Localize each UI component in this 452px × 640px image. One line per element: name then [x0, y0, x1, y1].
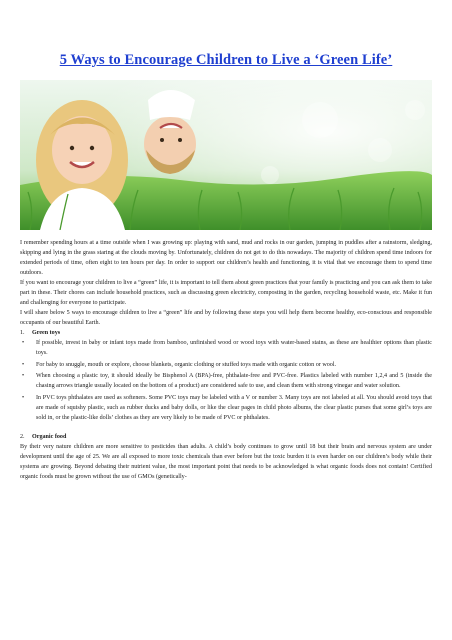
section-title: Organic food: [32, 434, 67, 440]
section-spacer: [20, 424, 432, 432]
list-item: [20, 371, 432, 391]
section-number: 2.: [20, 434, 25, 440]
list-item-text: For baby to snuggle, mouth or explore, choose blankets, organic clothing or stuffed toys made with organic cotton or wool.: [36, 361, 337, 368]
organic-food-paragraph: By their very nature children are more sensitive to pesticides than adults. A child’s body continues to grow until 18 but their brain and nervous system are under development until the age of 25. We are all exposed to more toxic chemicals than ever before but the toxic burden it is even harder on our children’s body while their systems are growing. Beyond debating their nutrient value, the most important point that needs to be acknowledged is what organic foods does not contain! Certified organic foods must be grown without the use of GMOs (genetically-: [20, 444, 432, 480]
section-heading-organic-food: [20, 432, 432, 442]
list-item-text: In PVC toys phthalates are used as softeners. Some PVC toys may be labeled with a V or number 3. Many toys are not labeled at all. You should avoid toys that are made of squishy plastic, such as rubber ducks and baby dolls, or like the clear pages in child photo albums, the clear plastic purses that some girl’s toys are sold in, or the plastic-like dolls’ clothes as they are very likely to be made of PVC or phthalates.: [36, 394, 432, 421]
article-body: [20, 238, 432, 482]
bullet-icon: •: [22, 361, 25, 368]
green-toys-list: [20, 338, 432, 423]
intro-paragraph-1: I remember spending hours at a time outside when I was growing up: playing with sand, mud and rocks in our garden, jumping in puddles after a rainstorm, sledging, skipping and lying in the grass staring at the clouds moving by. Unfortunately, children do not get to do this nowadays. The majority of children spend time indoors for extended periods of time, often eight to ten hours per day. In order to support our children’s health and functioning, it is vital that we encourage them to spend time outdoors.: [20, 240, 432, 276]
article-title[interactable]: 5 Ways to Encourage Children to Live a ‘Green Life’: [59, 52, 393, 68]
list-item-text: When choosing a plastic toy, it should ideally be Bisphenol A (BPA)-free, phthalate-free and PVC-free. Plastics labeled with number 1,2,4 and 5 (inside the chasing arrows triangle usually located on the bottom of a product) are considered safe to use, and clean them with strong vinegar and water solution.: [36, 373, 432, 389]
section-title: Green toys: [32, 330, 61, 336]
intro-paragraph-3: I will share below 5 ways to encourage children to live a “green” life and by following these steps you will help them become healthy, eco-conscious and responsible occupants of our beautiful Earth.: [20, 310, 432, 326]
children-grass-illustration: [20, 80, 432, 230]
list-item: [20, 338, 432, 358]
list-item: [20, 393, 432, 423]
section-number: 1.: [20, 330, 25, 336]
intro-paragraph-2: If you want to encourage your children to live a “green” life, it is important to tell them about green practices that your family is practicing and you can ask them to take part in these. Their chores can include household practices, such as discussing green electricity, composting in the garden, recycling household waste, etc. Make it fun and challenging for everyone to participate.: [20, 280, 432, 306]
bullet-icon: •: [22, 340, 25, 346]
list-item-text: If possible, invest in baby or infant toys made from bamboo, unfinished wood or wood toys with water-based stains, as these are healthier options than plastic toys.: [36, 340, 432, 356]
bullet-icon: •: [22, 373, 25, 379]
children-photo: [20, 80, 432, 230]
section-heading-green-toys: [20, 328, 432, 338]
bullet-icon: •: [22, 394, 25, 401]
list-item: [20, 360, 432, 370]
